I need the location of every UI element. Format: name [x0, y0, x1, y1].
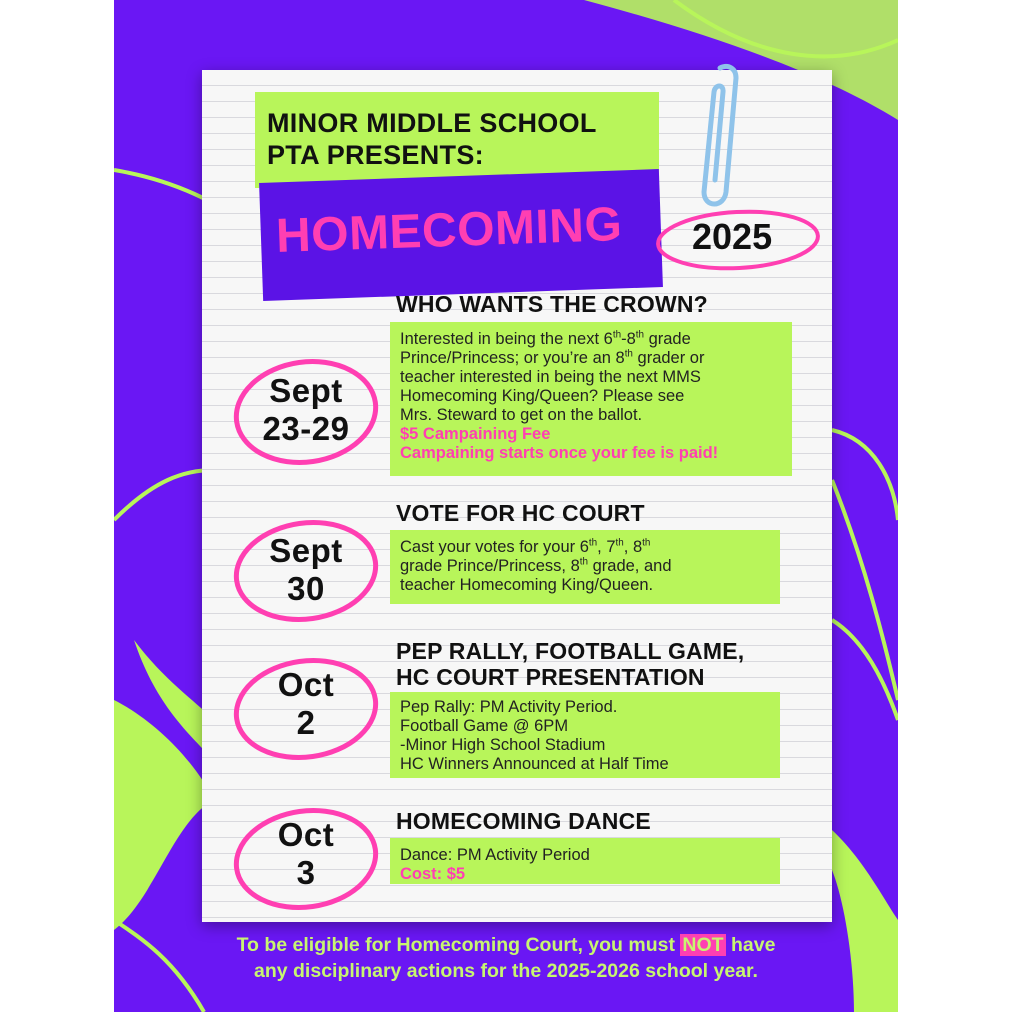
date-day: 3	[296, 854, 316, 891]
body-line: Cast your votes for your 6th, 7th, 8th	[400, 537, 651, 556]
body-line: HC Winners Announced at Half Time	[400, 755, 669, 773]
date-month: Oct	[277, 666, 335, 703]
date-month: Sept	[269, 372, 343, 409]
event-title: HOMECOMING	[275, 197, 624, 264]
date-day: 2	[296, 704, 316, 741]
swirl-line	[114, 470, 214, 520]
body-line: Interested in being the next 6th-8th grade	[400, 329, 691, 348]
heading-line-1: PEP RALLY, FOOTBALL GAME,	[396, 638, 745, 664]
poster	[114, 0, 898, 1012]
fee-note-line: Campaining starts once your fee is paid!	[400, 444, 719, 462]
event-year: 2025	[692, 216, 773, 257]
body-line: Homecoming King/Queen? Please see	[400, 387, 685, 405]
date-day: 30	[287, 570, 325, 607]
date-day: 23-29	[262, 410, 350, 447]
date-oct-2	[236, 666, 376, 742]
date-oct-3	[236, 816, 376, 892]
body-line: Mrs. Steward to get on the ballot.	[400, 406, 643, 424]
section-heading-vote: VOTE FOR HC COURT	[396, 500, 645, 526]
body-line: -Minor High School Stadium	[400, 736, 606, 754]
section-body-vote	[400, 538, 672, 595]
date-sept-30	[236, 532, 376, 608]
date-sept-23-29	[236, 372, 376, 448]
body-line: Prince/Princess; or you’re an 8th grader or	[400, 348, 705, 367]
body-line: grade Prince/Princess, 8th grade, and	[400, 556, 672, 575]
section-heading-pep-rally	[396, 638, 744, 690]
title-line-2: PTA PRESENTS:	[267, 140, 484, 170]
footer-line-1: To be eligible for Homecoming Court, you must NOT have	[236, 934, 776, 956]
body-line: teacher Homecoming King/Queen.	[400, 576, 654, 594]
title-line-1: MINOR MIDDLE SCHOOL	[267, 108, 597, 138]
section-heading-dance: HOMECOMING DANCE	[396, 808, 651, 834]
cost-line: Cost: $5	[400, 865, 466, 883]
eligibility-footer	[114, 932, 898, 984]
swirl-line	[832, 620, 898, 720]
body-line: Football Game @ 6PM	[400, 717, 569, 735]
body-line: Pep Rally: PM Activity Period.	[400, 698, 618, 716]
section-body-dance	[400, 846, 590, 884]
paperclip-icon	[674, 62, 754, 212]
section-body-crown	[400, 330, 718, 463]
date-month: Oct	[277, 816, 335, 853]
not-emphasis: NOT	[682, 934, 724, 956]
swirl-shape	[832, 830, 898, 1012]
section-heading-crown: WHO WANTS THE CROWN?	[396, 291, 708, 317]
footer-line-2: any disciplinary actions for the 2025-2026 school year.	[254, 960, 758, 982]
fee-line: $5 Campaining Fee	[400, 425, 551, 443]
section-body-pep-rally	[400, 698, 669, 774]
heading-line-2: HC COURT PRESENTATION	[396, 664, 705, 690]
body-line: teacher interested in being the next MMS	[400, 368, 701, 386]
swirl-line	[832, 480, 898, 700]
body-line: Dance: PM Activity Period	[400, 846, 590, 864]
date-month: Sept	[269, 532, 343, 569]
